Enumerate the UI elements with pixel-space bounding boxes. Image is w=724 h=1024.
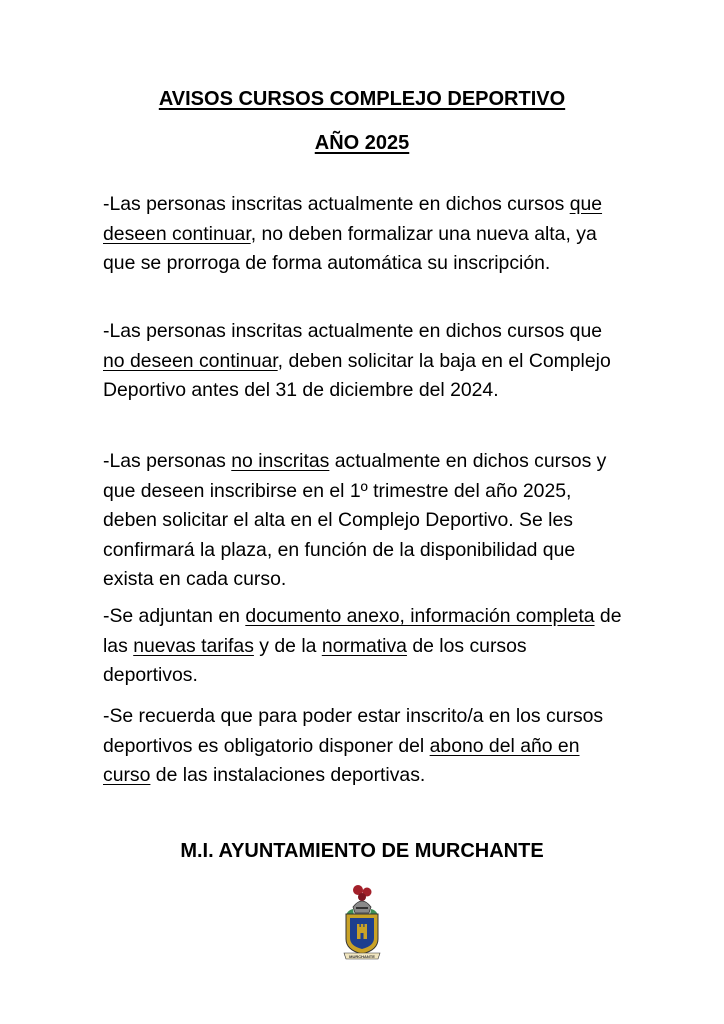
paragraph-text: de las instalaciones deportivas. xyxy=(150,764,426,786)
paragraph-text: y de la xyxy=(253,634,322,657)
crest-plume xyxy=(358,893,366,901)
paragraph-text: de las xyxy=(103,605,622,657)
paragraph-text: de los cursos deportivos. xyxy=(103,634,527,686)
paragraph-text: -Las personas inscritas actualmente en dichos cursos que xyxy=(103,320,603,342)
notice-paragraph-new-registration xyxy=(103,447,623,595)
notice-paragraph-continue xyxy=(103,190,623,279)
crest-ribbon-label: MURCHANTE xyxy=(349,954,375,959)
paragraph-text: , deben solicitar la baja en el Complejo Deportivo antes del 31 de diciembre del 2024. xyxy=(103,349,611,401)
underlined-phrase: documento anexo, información completa xyxy=(245,605,595,627)
paragraph-text: -Se recuerda que para poder estar inscrito/a en los cursos deportivos es obligatorio disponer del xyxy=(103,705,604,757)
underlined-phrase: que deseen continuar xyxy=(103,193,603,245)
signature-line: M.I. AYUNTAMIENTO DE MURCHANTE xyxy=(180,840,544,862)
underlined-phrase: no inscritas xyxy=(231,450,330,472)
underlined-phrase: normativa xyxy=(321,634,407,657)
notice-paragraph-attachments xyxy=(103,602,623,691)
paragraph-text: -Se adjuntan en xyxy=(103,605,246,627)
paragraph-text: , no deben formalizar una nueva alta, ya que se prorroga de forma automática su inscripción. xyxy=(103,222,597,274)
crest-visor xyxy=(356,907,368,909)
paragraph-text: -Las personas xyxy=(103,450,232,472)
crest-castle-merlon xyxy=(361,924,364,927)
crest-castle-merlon xyxy=(365,924,368,927)
underlined-phrase: nuevas tarifas xyxy=(133,634,254,657)
underlined-phrase: abono del año en curso xyxy=(103,734,580,786)
coat-of-arms-icon xyxy=(336,883,388,963)
underlined-phrase: no deseen continuar xyxy=(103,349,278,372)
crest-castle-merlon xyxy=(357,924,360,927)
notice-paragraph-pass-reminder xyxy=(103,702,623,791)
paragraph-text: actualmente en dichos cursos y que deseen inscribirse en el 1º trimestre del año 2025, deben solicitar el alta en el Complejo Deportivo. Se les confirmará la plaza, en función de la disponibilidad que exista en cada curso. xyxy=(103,450,607,590)
notice-paragraph-cancel xyxy=(103,317,623,406)
page-subtitle-year: AÑO 2025 xyxy=(314,132,410,154)
coat-of-arms-drawing xyxy=(336,883,388,963)
crest-castle-door xyxy=(361,933,364,939)
page-title: AVISOS CURSOS COMPLEJO DEPORTIVO xyxy=(158,88,566,110)
paragraph-text: -Las personas inscritas actualmente en dichos cursos xyxy=(103,193,570,215)
